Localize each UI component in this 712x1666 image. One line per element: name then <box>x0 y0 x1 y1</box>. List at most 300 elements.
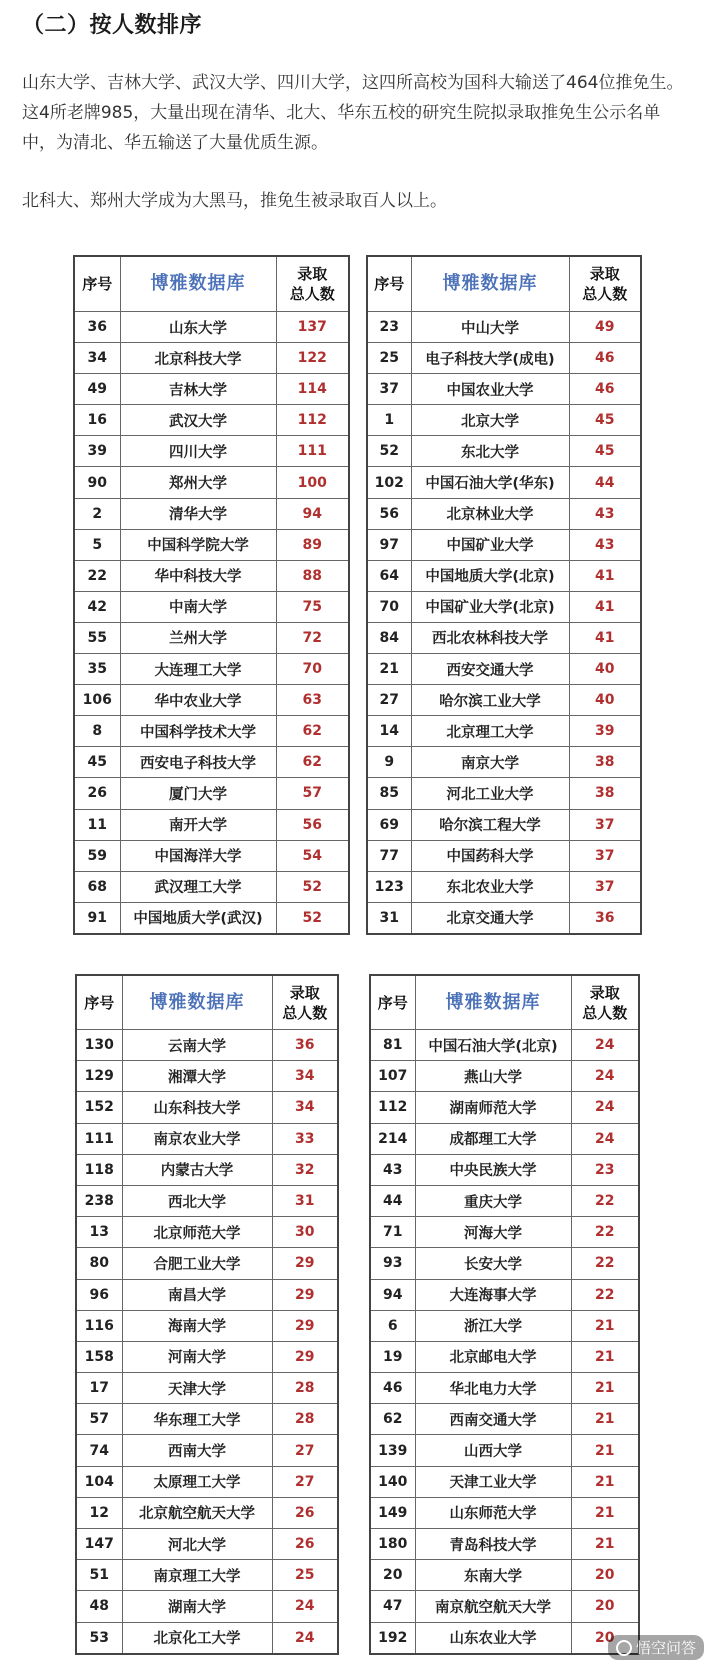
seq-cell: 17 <box>76 1373 122 1404</box>
admitted-count-cell: 44 <box>569 467 641 498</box>
admitted-count-cell: 37 <box>569 840 641 871</box>
university-name-cell: 云南大学 <box>122 1030 272 1061</box>
admitted-count-cell: 24 <box>571 1061 639 1092</box>
university-name-cell: 中南大学 <box>120 591 276 622</box>
admitted-count-cell: 45 <box>569 405 641 436</box>
university-name-cell: 电子科技大学(成电) <box>411 343 569 374</box>
seq-cell: 1 <box>367 405 411 436</box>
admitted-count-cell: 40 <box>569 685 641 716</box>
admitted-count-cell: 46 <box>569 374 641 405</box>
table-row <box>76 1373 338 1404</box>
university-name-cell: 湖南大学 <box>122 1591 272 1622</box>
admitted-count-cell: 38 <box>569 747 641 778</box>
university-name-cell: 天津大学 <box>122 1373 272 1404</box>
university-name-cell: 北京航空航天大学 <box>122 1497 272 1528</box>
admitted-count-cell: 21 <box>571 1529 639 1560</box>
admitted-count-cell: 37 <box>569 871 641 902</box>
university-name-cell: 郑州大学 <box>120 467 276 498</box>
admitted-count-cell: 52 <box>276 902 349 934</box>
header-admitted-total: 录取 总人数 <box>272 975 338 1030</box>
table-header-row <box>370 975 639 1030</box>
table-row <box>76 1435 338 1466</box>
admitted-count-cell: 75 <box>276 591 349 622</box>
seq-cell: 149 <box>370 1497 415 1528</box>
university-name-cell: 中国科学技术大学 <box>120 716 276 747</box>
admitted-count-cell: 94 <box>276 498 349 529</box>
admitted-count-cell: 26 <box>272 1529 338 1560</box>
table-row <box>74 622 349 653</box>
university-name-cell: 浙江大学 <box>415 1310 571 1341</box>
table-row <box>74 560 349 591</box>
seq-cell: 57 <box>76 1404 122 1435</box>
university-name-cell: 清华大学 <box>120 498 276 529</box>
table-row <box>76 1622 338 1654</box>
table-row <box>370 1279 639 1310</box>
university-name-cell: 华中农业大学 <box>120 685 276 716</box>
university-name-cell: 山西大学 <box>415 1435 571 1466</box>
university-name-cell: 河海大学 <box>415 1217 571 1248</box>
admitted-count-cell: 22 <box>571 1248 639 1279</box>
university-name-cell: 南京航空航天大学 <box>415 1591 571 1622</box>
seq-cell: 19 <box>370 1341 415 1372</box>
university-name-cell: 河南大学 <box>122 1341 272 1372</box>
seq-cell: 55 <box>74 622 120 653</box>
seq-cell: 116 <box>76 1310 122 1341</box>
university-name-cell: 山东大学 <box>120 312 276 343</box>
seq-cell: 53 <box>76 1622 122 1654</box>
table-row <box>76 1061 338 1092</box>
table-row <box>76 1092 338 1123</box>
university-name-cell: 中央民族大学 <box>415 1154 571 1185</box>
seq-cell: 14 <box>367 716 411 747</box>
table-row <box>74 529 349 560</box>
seq-cell: 214 <box>370 1123 415 1154</box>
university-name-cell: 中国科学院大学 <box>120 529 276 560</box>
university-name-cell: 成都理工大学 <box>415 1123 571 1154</box>
admitted-count-cell: 41 <box>569 591 641 622</box>
admitted-count-cell: 122 <box>276 343 349 374</box>
table-row <box>367 591 641 622</box>
table-row <box>76 1123 338 1154</box>
admitted-count-cell: 21 <box>571 1435 639 1466</box>
admitted-count-cell: 24 <box>571 1123 639 1154</box>
admitted-count-cell: 46 <box>569 343 641 374</box>
seq-cell: 46 <box>370 1373 415 1404</box>
table-row <box>367 747 641 778</box>
university-name-cell: 南京农业大学 <box>122 1123 272 1154</box>
admitted-count-cell: 56 <box>276 809 349 840</box>
header-database: 博雅数据库 <box>411 256 569 312</box>
seq-cell: 68 <box>74 871 120 902</box>
table-row <box>74 374 349 405</box>
university-name-cell: 湖南师范大学 <box>415 1092 571 1123</box>
admitted-count-cell: 24 <box>272 1622 338 1654</box>
seq-cell: 22 <box>74 560 120 591</box>
seq-cell: 64 <box>367 560 411 591</box>
table-row <box>367 405 641 436</box>
university-name-cell: 兰州大学 <box>120 622 276 653</box>
seq-cell: 27 <box>367 685 411 716</box>
seq-cell: 91 <box>74 902 120 934</box>
university-name-cell: 湘潭大学 <box>122 1061 272 1092</box>
admitted-count-cell: 21 <box>571 1310 639 1341</box>
seq-cell: 36 <box>74 312 120 343</box>
university-name-cell: 中国地质大学(北京) <box>411 560 569 591</box>
seq-cell: 43 <box>370 1154 415 1185</box>
table-row <box>367 902 641 934</box>
admitted-count-cell: 100 <box>276 467 349 498</box>
seq-cell: 45 <box>74 747 120 778</box>
header-admitted-total: 录取 总人数 <box>276 256 349 312</box>
university-name-cell: 吉林大学 <box>120 374 276 405</box>
seq-cell: 52 <box>367 436 411 467</box>
seq-cell: 139 <box>370 1435 415 1466</box>
seq-cell: 21 <box>367 654 411 685</box>
seq-cell: 106 <box>74 685 120 716</box>
university-name-cell: 南开大学 <box>120 809 276 840</box>
admitted-count-cell: 89 <box>276 529 349 560</box>
admitted-count-cell: 31 <box>272 1185 338 1216</box>
university-name-cell: 中国海洋大学 <box>120 840 276 871</box>
header-admitted-total: 录取 总人数 <box>571 975 639 1030</box>
seq-cell: 97 <box>367 529 411 560</box>
seq-cell: 5 <box>74 529 120 560</box>
university-name-cell: 西北农林科技大学 <box>411 622 569 653</box>
university-name-cell: 西北大学 <box>122 1185 272 1216</box>
admitted-count-cell: 57 <box>276 778 349 809</box>
table-header-row <box>367 256 641 312</box>
university-name-cell: 北京化工大学 <box>122 1622 272 1654</box>
seq-cell: 39 <box>74 436 120 467</box>
university-name-cell: 中山大学 <box>411 312 569 343</box>
seq-cell: 44 <box>370 1185 415 1216</box>
admitted-count-cell: 137 <box>276 312 349 343</box>
ranking-table-1 <box>73 255 350 935</box>
table-row <box>370 1341 639 1372</box>
university-name-cell: 中国矿业大学(北京) <box>411 591 569 622</box>
seq-cell: 84 <box>367 622 411 653</box>
university-name-cell: 武汉理工大学 <box>120 871 276 902</box>
admitted-count-cell: 41 <box>569 560 641 591</box>
university-name-cell: 燕山大学 <box>415 1061 571 1092</box>
table-row <box>76 1404 338 1435</box>
seq-cell: 130 <box>76 1030 122 1061</box>
admitted-count-cell: 49 <box>569 312 641 343</box>
table-row <box>370 1310 639 1341</box>
university-name-cell: 北京邮电大学 <box>415 1341 571 1372</box>
seq-cell: 140 <box>370 1466 415 1497</box>
table-row <box>367 467 641 498</box>
table-row <box>370 1404 639 1435</box>
seq-cell: 104 <box>76 1466 122 1497</box>
seq-cell: 93 <box>370 1248 415 1279</box>
seq-cell: 56 <box>367 498 411 529</box>
table-row <box>370 1123 639 1154</box>
university-name-cell: 东北大学 <box>411 436 569 467</box>
admitted-count-cell: 24 <box>571 1092 639 1123</box>
table-row <box>74 312 349 343</box>
seq-cell: 69 <box>367 809 411 840</box>
university-name-cell: 内蒙古大学 <box>122 1154 272 1185</box>
watermark <box>608 1635 704 1660</box>
seq-cell: 102 <box>367 467 411 498</box>
admitted-count-cell: 34 <box>272 1061 338 1092</box>
table-row <box>367 436 641 467</box>
table-header-row <box>74 256 349 312</box>
table-row <box>367 685 641 716</box>
university-name-cell: 武汉大学 <box>120 405 276 436</box>
university-name-cell: 北京交通大学 <box>411 902 569 934</box>
table-row <box>74 591 349 622</box>
university-name-cell: 大连海事大学 <box>415 1279 571 1310</box>
seq-cell: 80 <box>76 1248 122 1279</box>
seq-cell: 85 <box>367 778 411 809</box>
table-row <box>370 1248 639 1279</box>
header-seq: 序号 <box>74 256 120 312</box>
university-name-cell: 中国矿业大学 <box>411 529 569 560</box>
header-database: 博雅数据库 <box>415 975 571 1030</box>
admitted-count-cell: 29 <box>272 1341 338 1372</box>
university-name-cell: 南京理工大学 <box>122 1560 272 1591</box>
admitted-count-cell: 29 <box>272 1279 338 1310</box>
watermark-text: 悟空问答 <box>635 1639 696 1657</box>
university-name-cell: 长安大学 <box>415 1248 571 1279</box>
seq-cell: 62 <box>370 1404 415 1435</box>
seq-cell: 2 <box>74 498 120 529</box>
admitted-count-cell: 72 <box>276 622 349 653</box>
seq-cell: 112 <box>370 1092 415 1123</box>
table-row <box>367 529 641 560</box>
table-row <box>74 343 349 374</box>
admitted-count-cell: 21 <box>571 1404 639 1435</box>
table-row <box>76 1341 338 1372</box>
admitted-count-cell: 27 <box>272 1466 338 1497</box>
table-row <box>367 809 641 840</box>
seq-cell: 26 <box>74 778 120 809</box>
table-row <box>74 498 349 529</box>
seq-cell: 25 <box>367 343 411 374</box>
university-name-cell: 中国药科大学 <box>411 840 569 871</box>
table-row <box>76 1185 338 1216</box>
table-row <box>367 560 641 591</box>
table-row <box>74 405 349 436</box>
admitted-count-cell: 38 <box>569 778 641 809</box>
admitted-count-cell: 22 <box>571 1185 639 1216</box>
seq-cell: 47 <box>370 1591 415 1622</box>
university-name-cell: 北京林业大学 <box>411 498 569 529</box>
header-database: 博雅数据库 <box>122 975 272 1030</box>
seq-cell: 37 <box>367 374 411 405</box>
table-row <box>74 840 349 871</box>
table-row <box>74 436 349 467</box>
admitted-count-cell: 21 <box>571 1466 639 1497</box>
table-row <box>367 622 641 653</box>
admitted-count-cell: 54 <box>276 840 349 871</box>
admitted-count-cell: 21 <box>571 1341 639 1372</box>
seq-cell: 49 <box>74 374 120 405</box>
university-name-cell: 河北大学 <box>122 1529 272 1560</box>
seq-cell: 180 <box>370 1529 415 1560</box>
seq-cell: 77 <box>367 840 411 871</box>
seq-cell: 31 <box>367 902 411 934</box>
table-row <box>370 1154 639 1185</box>
admitted-count-cell: 43 <box>569 529 641 560</box>
table-row <box>367 312 641 343</box>
university-name-cell: 合肥工业大学 <box>122 1248 272 1279</box>
seq-cell: 70 <box>367 591 411 622</box>
university-name-cell: 四川大学 <box>120 436 276 467</box>
university-name-cell: 西南交通大学 <box>415 1404 571 1435</box>
table-row <box>76 1560 338 1591</box>
admitted-count-cell: 21 <box>571 1497 639 1528</box>
table-row <box>370 1092 639 1123</box>
seq-cell: 238 <box>76 1185 122 1216</box>
table-row <box>76 1217 338 1248</box>
university-name-cell: 西安电子科技大学 <box>120 747 276 778</box>
admitted-count-cell: 22 <box>571 1217 639 1248</box>
seq-cell: 8 <box>74 716 120 747</box>
university-name-cell: 北京师范大学 <box>122 1217 272 1248</box>
admitted-count-cell: 20 <box>571 1560 639 1591</box>
admitted-count-cell: 40 <box>569 654 641 685</box>
table-row <box>367 654 641 685</box>
admitted-count-cell: 32 <box>272 1154 338 1185</box>
table-row <box>74 809 349 840</box>
admitted-count-cell: 36 <box>272 1030 338 1061</box>
admitted-count-cell: 25 <box>272 1560 338 1591</box>
table-row <box>370 1435 639 1466</box>
table-row <box>74 902 349 934</box>
seq-cell: 23 <box>367 312 411 343</box>
seq-cell: 107 <box>370 1061 415 1092</box>
seq-cell: 118 <box>76 1154 122 1185</box>
table-row <box>367 343 641 374</box>
ranking-table-4 <box>369 974 640 1655</box>
header-seq: 序号 <box>370 975 415 1030</box>
admitted-count-cell: 45 <box>569 436 641 467</box>
university-name-cell: 东南大学 <box>415 1560 571 1591</box>
table-row <box>370 1466 639 1497</box>
admitted-count-cell: 43 <box>569 498 641 529</box>
university-name-cell: 东北农业大学 <box>411 871 569 902</box>
seq-cell: 71 <box>370 1217 415 1248</box>
table-row <box>76 1497 338 1528</box>
seq-cell: 94 <box>370 1279 415 1310</box>
admitted-count-cell: 37 <box>569 809 641 840</box>
seq-cell: 96 <box>76 1279 122 1310</box>
university-name-cell: 华东理工大学 <box>122 1404 272 1435</box>
wukong-logo-icon <box>616 1640 632 1656</box>
seq-cell: 81 <box>370 1030 415 1061</box>
admitted-count-cell: 22 <box>571 1279 639 1310</box>
table-row <box>76 1466 338 1497</box>
table-row <box>367 374 641 405</box>
table-row <box>74 871 349 902</box>
university-name-cell: 厦门大学 <box>120 778 276 809</box>
table-header-row <box>76 975 338 1030</box>
table-row <box>76 1529 338 1560</box>
university-name-cell: 河北工业大学 <box>411 778 569 809</box>
table-row <box>76 1591 338 1622</box>
seq-cell: 35 <box>74 654 120 685</box>
university-name-cell: 南昌大学 <box>122 1279 272 1310</box>
admitted-count-cell: 70 <box>276 654 349 685</box>
seq-cell: 111 <box>76 1123 122 1154</box>
university-name-cell: 南京大学 <box>411 747 569 778</box>
seq-cell: 6 <box>370 1310 415 1341</box>
university-name-cell: 山东农业大学 <box>415 1622 571 1654</box>
seq-cell: 9 <box>367 747 411 778</box>
admitted-count-cell: 24 <box>571 1030 639 1061</box>
table-row <box>76 1279 338 1310</box>
table-row <box>370 1061 639 1092</box>
university-name-cell: 中国农业大学 <box>411 374 569 405</box>
table-row <box>370 1185 639 1216</box>
table-row <box>367 716 641 747</box>
university-name-cell: 西安交通大学 <box>411 654 569 685</box>
university-name-cell: 大连理工大学 <box>120 654 276 685</box>
university-name-cell: 北京科技大学 <box>120 343 276 374</box>
header-seq: 序号 <box>367 256 411 312</box>
seq-cell: 90 <box>74 467 120 498</box>
admitted-count-cell: 29 <box>272 1248 338 1279</box>
admitted-count-cell: 26 <box>272 1497 338 1528</box>
table-row <box>74 685 349 716</box>
admitted-count-cell: 20 <box>571 1591 639 1622</box>
table-row <box>76 1154 338 1185</box>
admitted-count-cell: 20 <box>571 1622 639 1654</box>
university-name-cell: 哈尔滨工程大学 <box>411 809 569 840</box>
admitted-count-cell: 24 <box>272 1591 338 1622</box>
university-name-cell: 北京大学 <box>411 405 569 436</box>
seq-cell: 147 <box>76 1529 122 1560</box>
header-seq: 序号 <box>76 975 122 1030</box>
admitted-count-cell: 21 <box>571 1373 639 1404</box>
admitted-count-cell: 41 <box>569 622 641 653</box>
table-row <box>370 1497 639 1528</box>
admitted-count-cell: 36 <box>569 902 641 934</box>
seq-cell: 74 <box>76 1435 122 1466</box>
university-name-cell: 哈尔滨工业大学 <box>411 685 569 716</box>
table-row <box>370 1373 639 1404</box>
table-row <box>370 1529 639 1560</box>
admitted-count-cell: 114 <box>276 374 349 405</box>
admitted-count-cell: 111 <box>276 436 349 467</box>
seq-cell: 13 <box>76 1217 122 1248</box>
table-row <box>76 1248 338 1279</box>
university-name-cell: 海南大学 <box>122 1310 272 1341</box>
seq-cell: 59 <box>74 840 120 871</box>
admitted-count-cell: 62 <box>276 716 349 747</box>
table-row <box>74 654 349 685</box>
seq-cell: 42 <box>74 591 120 622</box>
admitted-count-cell: 28 <box>272 1373 338 1404</box>
intro-paragraph: 山东大学、吉林大学、武汉大学、四川大学，这四所高校为国科大输送了464位推免生。这4所老牌985，大量出现在清华、北大、华东五校的研究生院拟录取推免生公示名单中，为清北、华五输送了大量优质生源。 <box>22 73 684 153</box>
seq-cell: 158 <box>76 1341 122 1372</box>
header-database: 博雅数据库 <box>120 256 276 312</box>
admitted-count-cell: 52 <box>276 871 349 902</box>
university-name-cell: 太原理工大学 <box>122 1466 272 1497</box>
university-name-cell: 中国石油大学(华东) <box>411 467 569 498</box>
seq-cell: 11 <box>74 809 120 840</box>
seq-cell: 152 <box>76 1092 122 1123</box>
seq-cell: 129 <box>76 1061 122 1092</box>
seq-cell: 16 <box>74 405 120 436</box>
table-row <box>370 1560 639 1591</box>
summary-paragraph: 北科大、郑州大学成为大黑马，推免生被录取百人以上。 <box>22 191 447 211</box>
admitted-count-cell: 29 <box>272 1310 338 1341</box>
seq-cell: 192 <box>370 1622 415 1654</box>
